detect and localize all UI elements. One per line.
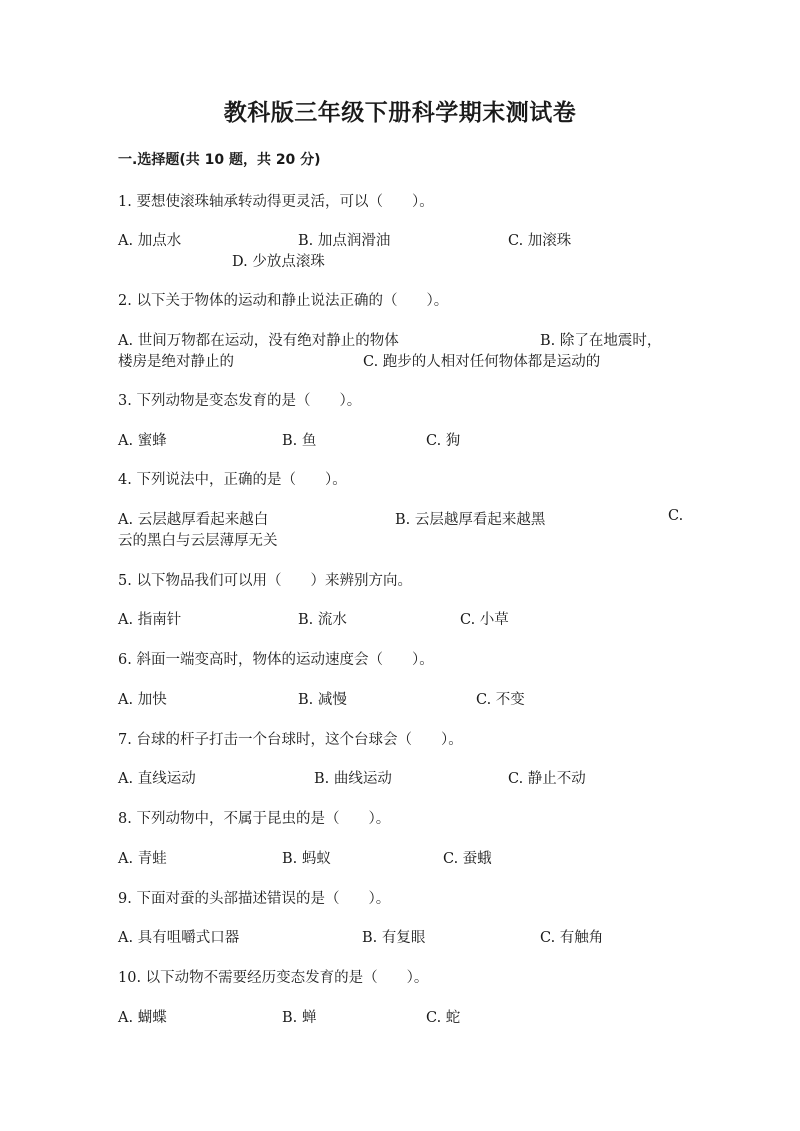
question-4-stem: 4. 下列说法中，正确的是（ ）。 — [118, 472, 347, 488]
question-7-stem: 7. 台球的杆子打击一个台球时，这个台球会（ ）。 — [118, 732, 463, 748]
page-title: 教科版三年级下册科学期末测试卷 — [223, 100, 577, 126]
question-2-option-c: C. 跑步的人相对任何物体都是运动的 — [363, 354, 601, 370]
question-2-option-a: A. 世间万物都在运动，没有绝对静止的物体 — [118, 333, 399, 349]
question-7-option-c: C. 静止不动 — [508, 771, 586, 787]
question-8-option-c: C. 蚕蛾 — [443, 851, 492, 867]
question-5-stem: 5. 以下物品我们可以用（ ）来辨别方向。 — [118, 573, 412, 589]
question-8-option-b: B. 蚂蚁 — [282, 851, 331, 867]
question-2-option-b-cont: 楼房是绝对静止的 — [118, 354, 234, 370]
question-7-option-b: B. 曲线运动 — [314, 771, 392, 787]
question-3-stem: 3. 下列动物是变态发育的是（ ）。 — [118, 393, 362, 409]
question-2-stem: 2. 以下关于物体的运动和静止说法正确的（ ）。 — [118, 293, 449, 309]
question-1-stem: 1. 要想使滚珠轴承转动得更灵活，可以（ ）。 — [118, 194, 434, 210]
question-10-option-c: C. 蛇 — [426, 1010, 461, 1026]
question-4-option-a: A. 云层越厚看起来越白 — [118, 512, 269, 528]
question-6-stem: 6. 斜面一端变高时，物体的运动速度会（ ）。 — [118, 652, 434, 668]
question-10-option-b: B. 蝉 — [282, 1010, 317, 1026]
question-9-stem: 9. 下面对蚕的头部描述错误的是（ ）。 — [118, 891, 391, 907]
question-1-option-d: D. 少放点滚珠 — [232, 254, 325, 270]
question-8-stem: 8. 下列动物中，不属于昆虫的是（ ）。 — [118, 811, 391, 827]
question-7-option-a: A. 直线运动 — [118, 771, 196, 787]
section-heading: 一.选择题(共 10 题，共 20 分) — [118, 152, 321, 168]
question-2-option-b: B. 除了在地震时， — [540, 333, 662, 349]
question-3-option-b: B. 鱼 — [282, 433, 317, 449]
question-9-option-a: A. 具有咀嚼式口器 — [118, 930, 240, 946]
question-6-option-c: C. 不变 — [476, 692, 525, 708]
question-1-option-b: B. 加点润滑油 — [298, 233, 391, 249]
question-3-option-c: C. 狗 — [426, 433, 461, 449]
question-5-option-c: C. 小草 — [460, 612, 509, 628]
question-9-option-c: C. 有触角 — [540, 930, 604, 946]
question-4-option-c: C. — [668, 508, 684, 524]
question-4-option-c-cont: 云的黑白与云层薄厚无关 — [118, 533, 278, 549]
question-4-option-b: B. 云层越厚看起来越黑 — [395, 512, 546, 528]
question-9-option-b: B. 有复眼 — [362, 930, 426, 946]
question-1-option-c: C. 加滚珠 — [508, 233, 572, 249]
question-5-option-a: A. 指南针 — [118, 612, 182, 628]
question-5-option-b: B. 流水 — [298, 612, 347, 628]
question-3-option-a: A. 蜜蜂 — [118, 433, 167, 449]
question-10-option-a: A. 蝴蝶 — [118, 1010, 167, 1026]
question-6-option-a: A. 加快 — [118, 692, 167, 708]
question-6-option-b: B. 减慢 — [298, 692, 347, 708]
question-1-option-a: A. 加点水 — [118, 233, 182, 249]
question-8-option-a: A. 青蛙 — [118, 851, 167, 867]
question-10-stem: 10. 以下动物不需要经历变态发育的是（ ）。 — [118, 970, 429, 986]
